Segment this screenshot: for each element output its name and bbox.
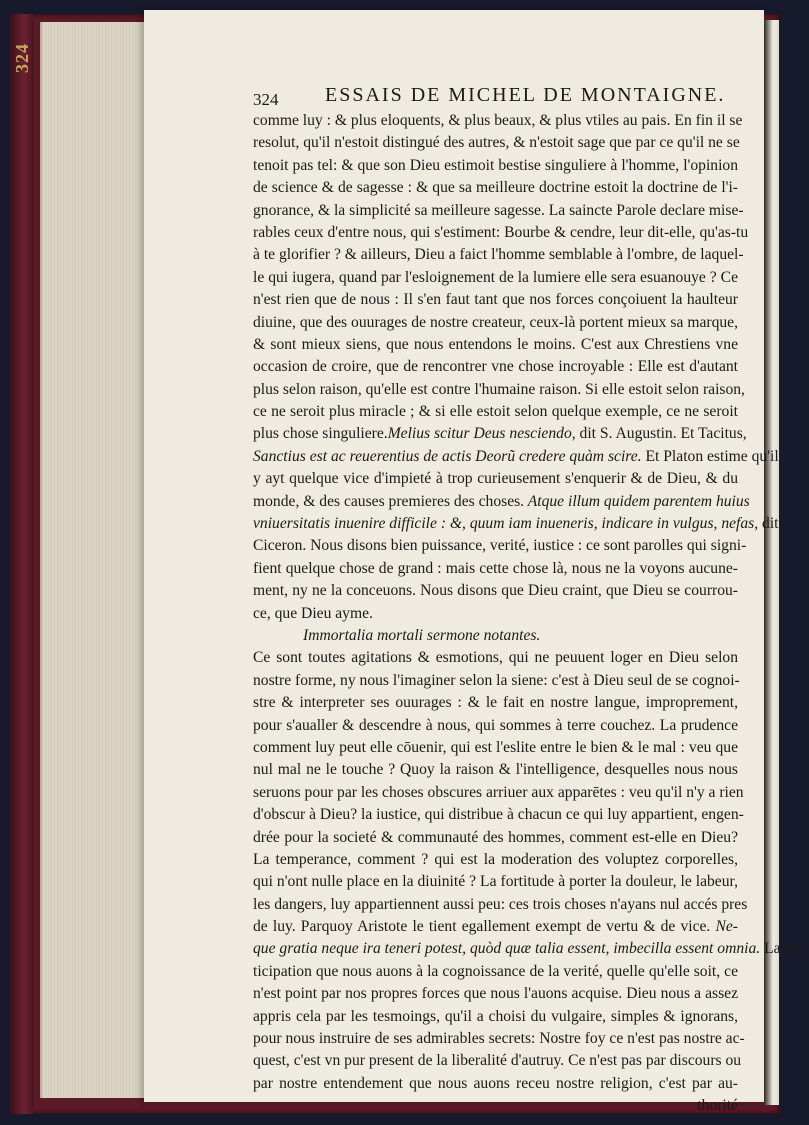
text-line (253, 871, 738, 893)
text-line (253, 759, 738, 781)
text-segment: ment, ny ne la conceuons. Nous disons que Dieu craint, que Dieu se courrou- (253, 582, 738, 600)
text-line (253, 379, 745, 401)
text-line (253, 715, 738, 737)
text-line (253, 1050, 742, 1072)
text-line (253, 647, 738, 669)
text-line (253, 1073, 738, 1095)
text-line (253, 312, 738, 334)
page-body-text (253, 110, 809, 1118)
text-line (253, 446, 779, 468)
text-line (253, 961, 738, 983)
latin-quotation: Immortalia mortali sermone notantes. (303, 626, 541, 644)
text-line (253, 849, 738, 871)
text-line (253, 558, 738, 580)
text-segment: comment luy peut elle cōuenir, qui est l'eslite entre le bien & le mal : veu que (253, 738, 738, 756)
spine-label: 324 (12, 43, 32, 73)
text-line (253, 401, 738, 423)
text-segment: ticipation que nous auons à la cognoissance de la verité, quelle qu'elle soit, ce (253, 962, 738, 980)
text-segment: n'est point par nos propres forces que nous l'auons acquise. Dieu nous a assez (253, 985, 738, 1003)
text-segment: appris cela par les tesmoings, qu'il a choisi du vulgaire, simples & ignorans, (253, 1007, 738, 1025)
latin-quotation: Sanctius est ac reuerentius de actis Deorũ credere quàm scire. (253, 447, 642, 465)
text-line (253, 200, 744, 222)
text-segment: comme luy : & plus eloquents, & plus beaux, & plus vtiles au pais. En fin il se (253, 112, 743, 129)
text-segment: pour s'aualler & descendre à nous, qui sommes à terre couchez. La prudence (253, 716, 738, 734)
text-segment: quest, c'est vn pur present de la liberalité d'autruy. Ce n'est pas par discours ou (253, 1052, 742, 1070)
text-line (253, 827, 738, 849)
text-segment: dit S. Augustin. Et Tacitus, (575, 425, 747, 443)
text-segment: fient quelque chose de grand : mais cette chose là, nous ne la voyons aucune- (253, 559, 738, 577)
text-segment: les dangers, luy appartiennent aussi peu: ces trois choses n'ayans nul accés pres (253, 895, 748, 913)
text-line (253, 804, 744, 826)
text-segment: d'obscur à Dieu? la iustice, qui distribue à chacun ce qui luy appartient, engen- (253, 806, 744, 824)
text-line (253, 132, 738, 154)
text-segment: de science & de sagesse : & que sa meilleure doctrine estoit la doctrine de l'i- (253, 179, 738, 197)
running-title: ESSAIS DE MICHEL DE MONTAIGNE. (325, 84, 726, 106)
text-line (253, 513, 779, 535)
text-line (253, 177, 738, 199)
text-line (253, 670, 738, 692)
text-line (253, 1006, 738, 1028)
text-line (253, 491, 750, 513)
text-segment: & sont mieux siens, que nous entendons le moins. C'est aux Chrestiens vne (253, 335, 738, 353)
text-segment: n'est rien que de nous : Il s'en faut tant que nos forces conçoiuent la haulteur (253, 291, 738, 309)
text-segment: Ce sont toutes agitations & esmotions, qui ne peuuent loger en Dieu selon (253, 649, 738, 667)
text-line (253, 334, 738, 356)
text-line (253, 737, 738, 759)
text-segment: ce, que Dieu ayme. (253, 604, 373, 622)
text-segment: rables ceux d'entre nous, qui s'estiment: Bourbe & cendre, leur dit-elle, qu'as-tu (253, 223, 749, 241)
page-number: 324 (253, 90, 279, 109)
text-segment: Et Platon estime qu'il (641, 447, 779, 465)
text-segment: tenoit pas tel: & que son Dieu estimoit bestise singuliere à l'homme, l'opinion (253, 156, 738, 174)
text-line (253, 267, 738, 289)
text-line (253, 1028, 745, 1050)
page-stack-edge (40, 22, 148, 1098)
text-line (253, 535, 747, 557)
text-line (253, 692, 738, 714)
latin-quotation: Atque illum quidem parentem huius (524, 492, 750, 510)
text-segment: le qui iugera, quand par l'esloignement de la lumiere elle sera esuanouye ? Ce (253, 268, 738, 286)
text-line (253, 244, 744, 266)
text-line (253, 983, 738, 1005)
text-segment: resolut, qu'il n'estoit distingué des autres, & n'estoit sage que par ce qu'il ne se (253, 134, 740, 152)
text-line (253, 423, 747, 445)
text-segment: dit (758, 515, 779, 533)
text-line (253, 356, 738, 378)
text-line (253, 938, 809, 960)
text-segment: La temperance, comment ? qui est la moderation des voluptez corporelles, (253, 850, 738, 868)
text-line (253, 468, 738, 490)
text-line (253, 625, 738, 647)
text-line (253, 110, 743, 132)
text-segment: stre & interpreter ses ouurages : & le fait en nostre langue, improprement, (253, 694, 738, 712)
text-segment: seruons pour par les choses obscures arriuer aux apparētes : veu qu'il n'y a rien (253, 783, 744, 801)
latin-quotation: Melius scitur Deus nesciendo, (387, 425, 576, 443)
text-segment: gnorance, & la simplicité sa meilleure sagesse. La saincte Parole declare mise- (253, 201, 744, 219)
text-line (253, 580, 738, 602)
text-line (253, 894, 748, 916)
text-segment: diuine, que des ouurages de nostre createur, ceux-là portent mieux sa marque, (253, 313, 738, 331)
latin-quotation: que gratia neque ira teneri potest, quòd quæ talia essent, imbecilla essent omnia. (253, 940, 761, 958)
text-segment: Ciceron. Nous disons bien puissance, verité, iustice : ce sont parolles qui signi- (253, 537, 747, 555)
text-segment: drée pour la societé & communauté des hommes, comment est-elle en Dieu? (253, 828, 738, 846)
text-line (253, 603, 738, 625)
text-segment: monde, & des causes premieres des choses. (253, 492, 525, 510)
text-line (253, 916, 738, 938)
text-segment: ce ne seroit plus miracle ; & si elle estoit selon quelque exemple, ce ne seroit (253, 403, 738, 421)
book-spine-edge (10, 14, 34, 1114)
text-line (253, 155, 738, 177)
text-segment: à te glorifier ? & ailleurs, Dieu a faict l'homme semblable à l'ombre, de laquel- (253, 246, 744, 264)
text-segment: nul mal ne le touche ? Quoy la raison & l'intelligence, desquelles nous nous (253, 761, 738, 779)
text-line (253, 782, 744, 804)
text-segment: de luy. Parquoy Aristote le tient egallement exempt de vertu & de vice. (253, 918, 711, 936)
text-segment: plus chose singuliere. (253, 425, 388, 443)
text-segment: La par- (760, 940, 809, 958)
text-segment: y ayt quelque vice d'impieté à trop curieusement s'enquerir & de Dieu, & du (253, 470, 738, 488)
text-line (253, 289, 738, 311)
text-segment: pour nous instruire de ses admirables secrets: Nostre foy ce n'est pas nostre ac- (253, 1030, 745, 1048)
latin-quotation: Ne- (710, 918, 738, 936)
text-segment: occasion de croire, que de rencontrer vne chose incroyable : Elle est d'autant (253, 358, 738, 376)
text-line (253, 1095, 738, 1117)
text-line (253, 222, 749, 244)
text-segment: nostre forme, ny nous l'imaginer selon la siene: c'est à Dieu seul de se cognoi- (253, 671, 740, 689)
text-segment: thorité (697, 1097, 738, 1115)
text-segment: par nostre entendement que nous auons receu nostre religion, c'est par au- (253, 1074, 738, 1092)
latin-quotation: vniuersitatis inuenire difficile : &, quum iam inueneris, indicare in vulgus, nefas, (253, 515, 759, 533)
text-segment: plus selon raison, qu'elle est contre l'humaine raison. Si elle estoit selon raison, (253, 380, 745, 398)
page-header (253, 84, 726, 109)
text-segment: qui n'ont nulle place en la diuinité ? La fortitude à porter la douleur, le labeur, (253, 873, 738, 891)
